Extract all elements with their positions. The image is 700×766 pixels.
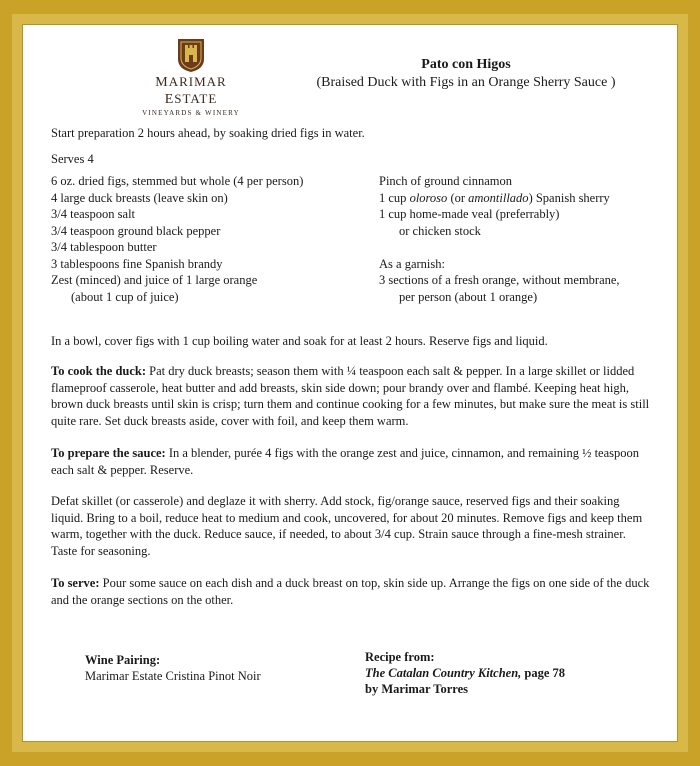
ingredient-item: Zest (minced) and juice of 1 large orange	[51, 273, 258, 287]
recipe-card	[22, 24, 678, 742]
garnish-label: As a garnish:	[379, 256, 445, 271]
cook-duck-paragraph: To cook the duck: Pat dry duck breasts; season them with ¼ teaspoon each salt & pepper. In a large skillet or lidded flameproof casserole, heat butter and add breasts, skin side down; pour brandy over and flambé. Keeping heat high, brown duck breasts until skin is crisp; turn them and continue cooking for a few minutes, but make sure the meat is still quite rare. Set duck breasts aside, cover with foil, and keep them warm.	[51, 364, 650, 428]
wine-pairing-label: Wine Pairing:	[85, 653, 161, 667]
intro-text: Start preparation 2 hours ahead, by soaking dried figs in water.	[51, 126, 365, 140]
soak-paragraph: In a bowl, cover figs with 1 cup boiling water and soak for at least 2 hours. Reserve figs and liquid.	[51, 334, 548, 348]
wine-pairing	[85, 652, 261, 684]
recipe-source-author: by Marimar Torres	[365, 682, 469, 696]
serves-text: Serves 4	[51, 152, 94, 166]
recipe-source-book: The Catalan Country Kitchen, page 78	[365, 666, 566, 680]
deglaze-paragraph: Defat skillet (or casserole) and deglaze it with sherry. Add stock, fig/orange sauce, reserved figs and their soaking liquid. Bring to a boil, reduce heat to medium and cook, uncovered, for about 20 minutes. Remove figs and keep them warm, together with the duck. Reduce sauce, if needed, to about 3/4 cup. Strain sauce through a fine-mesh strainer. Taste for seasoning.	[51, 494, 643, 558]
recipe-title-block	[291, 57, 641, 91]
ingredient-item: 4 large duck breasts (leave skin on)	[51, 190, 228, 205]
ingredient-item: 3 tablespoons fine Spanish brandy	[51, 256, 223, 271]
ingredient-item: (about 1 cup of juice)	[71, 289, 179, 304]
ingredient-item: Pinch of ground cinnamon	[379, 174, 512, 188]
recipe-title: Pato con Higos	[421, 57, 511, 72]
brand-logo	[131, 37, 251, 117]
cook-duck-heading: To cook the duck:	[51, 364, 147, 378]
shield-icon	[176, 37, 206, 73]
ingredient-item: 1 cup oloroso (or amontillado) Spanish sherry	[379, 190, 610, 205]
ingredient-item: 3 sections of a fresh orange, without membrane,	[379, 273, 620, 287]
ingredient-item: 3/4 teaspoon ground black pepper	[51, 223, 221, 238]
brand-subtitle: VINEYARDS & WINERY	[142, 109, 240, 117]
serve-paragraph: To serve: Pour some sauce on each dish and a duck breast on top, skin side up. Arrange the figs on one side of the duck and the orange sections on the other.	[51, 576, 650, 607]
ingredient-item: per person (about 1 orange)	[399, 289, 538, 304]
ingredient-item: or chicken stock	[399, 223, 481, 238]
recipe-source	[365, 649, 565, 697]
serve-heading: To serve:	[51, 576, 100, 590]
ingredients-right	[379, 173, 669, 305]
prepare-sauce-heading: To prepare the sauce:	[51, 446, 166, 460]
ingredients-left	[51, 173, 371, 305]
ingredient-item: 3/4 tablespoon butter	[51, 240, 157, 254]
brand-name: MARIMAR ESTATE	[155, 74, 227, 107]
recipe-source-label: Recipe from:	[365, 650, 435, 664]
recipe-subtitle: (Braised Duck with Figs in an Orange Sherry Sauce )	[316, 75, 616, 90]
ingredient-item: 1 cup home-made veal (preferrably)	[379, 207, 560, 221]
prepare-sauce-paragraph: To prepare the sauce: In a blender, purée 4 figs with the orange zest and juice, cinnamon, and remaining ½ teaspoon each salt & pepper. Reserve.	[51, 446, 640, 477]
ingredient-item: 3/4 teaspoon salt	[51, 207, 136, 221]
wine-pairing-value: Marimar Estate Cristina Pinot Noir	[85, 669, 261, 683]
ingredient-item: 6 oz. dried figs, stemmed but whole (4 per person)	[51, 174, 304, 188]
